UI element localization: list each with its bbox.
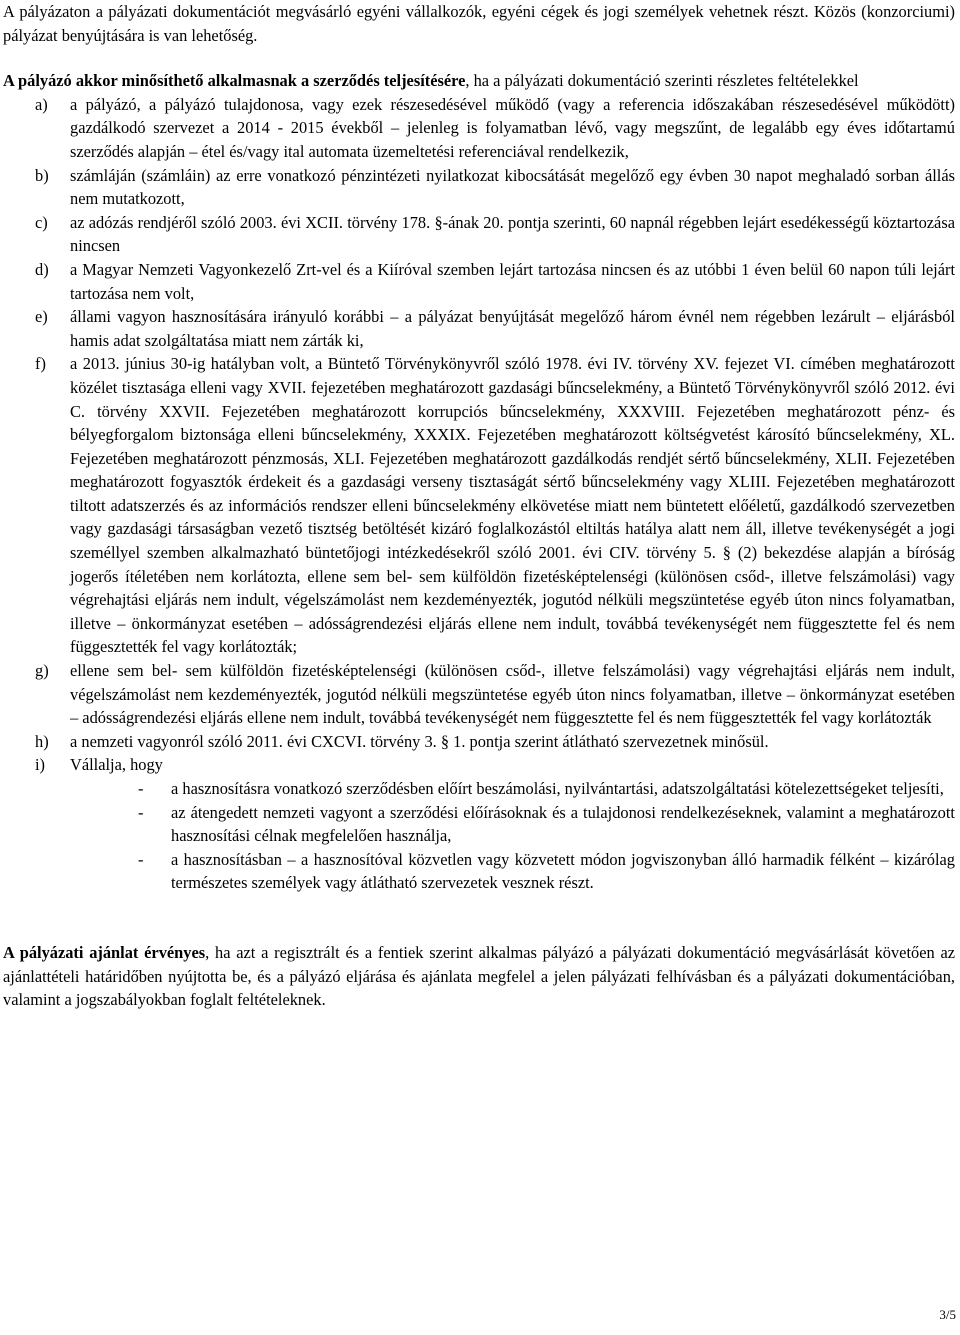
item-letter: g) <box>35 661 49 681</box>
item-letter: a) <box>35 94 48 114</box>
condition-item-b <box>3 164 955 211</box>
item-letter: c) <box>35 212 48 232</box>
dash-bullet: - <box>138 779 144 798</box>
item-text: a pályázó, a pályázó tulajdonosa, vagy ezek részesedésével működő (vagy a referencia időszakában részesedésével működött) gazdálkodó szervezet a 2014 - 2015 évekből – jelenleg is folyamatban lévő, vagy megszűnt, de legalább egy éves időtartamú szerződés alapján – étel és/vagy ital automata üzemeltetési referenciával rendelkezik, <box>70 94 955 161</box>
condition-item-f <box>3 352 955 659</box>
item-text: Vállalja, hogy <box>70 755 163 775</box>
commitments-list <box>3 777 955 895</box>
conditions-lead-rest: , ha a pályázati dokumentáció szerinti részletes feltételekkel <box>465 71 859 91</box>
condition-item-a <box>3 93 955 164</box>
commitment-item <box>3 848 955 895</box>
item-text: a Magyar Nemzeti Vagyonkezelő Zrt-vel és a Kiíróval szemben lejárt tartozása nincsen és az utóbbi 1 éven belül 60 napon túli lejárt tartozása nem volt, <box>70 259 955 303</box>
item-letter: b) <box>35 165 49 185</box>
commitment-item <box>3 801 955 848</box>
condition-item-i <box>3 753 955 777</box>
validity-paragraph <box>3 941 955 1012</box>
condition-item-h <box>3 730 955 754</box>
item-text: számláján (számláin) az erre vonatkozó pénzintézeti nyilatkozat kibocsátását megelőző egy évben 30 napot meghaladó sorban állás nem mutatkozott, <box>70 165 955 209</box>
item-letter: i) <box>35 755 46 775</box>
validity-rest: , ha azt a regisztrált és a fentiek szerint alkalmas pályázó a pályázati dokumentáció megvásárlását követően az ajánlattételi határidőben nyújtotta be, és a pályázó eljárása és ajánlata megfelel a jelen pályázati felhívásban és a pályázati dokumentációban, valamint a jogszabályokban foglalt feltételeknek. <box>3 942 955 1010</box>
item-text: állami vagyon hasznosítására irányuló korábbi – a pályázat benyújtását megelőző három évnél nem régebben lezárult – eljárásból hamis adat szolgáltatása miatt nem zárták ki, <box>70 307 955 350</box>
dash-bullet: - <box>138 849 144 869</box>
intro-paragraph: A pályázaton a pályázati dokumentációt megvásárló egyéni vállalkozók, egyéni cégek és jogi személyek vehetnek részt. Közös (konzorciumi) pályázat benyújtására is van lehetőség. <box>3 2 955 45</box>
item-text: az adózás rendjéről szóló 2003. évi XCII. törvény 178. §-ának 20. pontja szerinti, 60 napnál régebben lejárt esedékességű köztartozása nincsen <box>70 212 955 256</box>
dash-bullet: - <box>138 802 144 822</box>
condition-item-g <box>3 659 955 730</box>
condition-item-e <box>3 305 955 352</box>
validity-lead-bold: A pályázati ajánlat érvényes <box>3 942 206 962</box>
item-text: ellene sem bel- sem külföldön fizetésképtelenségi (különösen csőd-, illetve felszámolási) vagy végrehajtási eljárás nem indult, végelszámolást nem kezdeményezték, jogutód nélküli megszüntetése egyéb úton nincs folyamatban, illetve – önkormányzat esetében – adósságrendezési eljárás ellene nem indult, továbbá tevékenységét nem függesztette fel és nem függesztették fel vagy korlátozták <box>70 661 955 728</box>
item-text: a 2013. június 30-ig hatályban volt, a Büntető Törvénykönyvről szóló 1978. évi IV. törvény XV. fejezet VI. címében meghatározott közélet tisztasága elleni vagy XVII. fejezetében meghatározott gazdasági bűncselekmény, a Büntető Törvénykönyvről szóló 2012. évi C. törvény XXVII. Fejezetében meghatározott korrupciós bűncselekmény, XXXVIII. Fejezetében meghatározott pénz- és bélyegforgalom biztonsága elleni bűncselekmény, XXXIX. Fejezetében meghatározott költségvetést károsító bűncselekmény, XL. Fejezetében meghatározott pénzmosás, XLI. Fejezetében meghatározott gazdálkodás rendjét sértő bűncselekmény, XLII. Fejezetében meghatározott fogyasztók érdekeit és a gazdasági verseny tisztaságát sértő bűncselekmény vagy XLIII. Fejezetében meghatározott tiltott adatszerzés és az információs rendszer elleni bűncselekmény elkövetése miatt nem büntetett előéletű, gazdálkodó szervezetben vagy gazdasági társaságban vezető tisztség betöltését kizáró foglalkozástól eltiltás hatálya alatt nem áll, illetve tevékenységét a jogi személlyel szemben alkalmazható büntetőjogi intézkedésekről szóló 2001. évi CIV. törvény 5. § (2) bekezdése alapján a bíróság jogerős ítéletében nem korlátozta, ellene sem bel- sem külföldön fizetésképtelenségi (különösen csőd-, illetve felszámolási) vagy végrehajtási eljárás nem indult, végelszámolást nem kezdeményezték, jogutód nélküli megszüntetése egyéb úton nincs folyamatban, illetve – önkormányzat esetében – adósságrendezési eljárás ellene nem indult, továbbá tevékenységét nem függesztette fel és nem függesztették fel vagy korlátozták; <box>70 354 955 657</box>
conditions-lead-bold: A pályázó akkor minősíthető alkalmasnak a szerződés teljesítésére <box>3 71 466 91</box>
item-text: a nemzeti vagyonról szóló 2011. évi CXCVI. törvény 3. § 1. pontja szerint átlátható szervezetnek minősül. <box>70 731 769 751</box>
item-letter: e) <box>35 307 48 327</box>
item-letter: f) <box>35 354 46 374</box>
commitment-item <box>3 777 955 801</box>
document-page <box>3 0 955 1012</box>
condition-item-d <box>3 258 955 305</box>
condition-item-c <box>3 211 955 258</box>
item-letter: h) <box>35 731 49 751</box>
commitment-text: az átengedett nemzeti vagyont a szerződési előírásoknak és a tulajdonosi rendelkezéseknek, valamint a meghatározott hasznosítási célnak megfelelően használja, <box>171 802 955 846</box>
commitment-text: a hasznosításban – a hasznosítóval közvetlen vagy közvetett módon jogviszonyban álló harmadik félként – kizárólag természetes személyek vagy átlátható szervezetek vesznek részt. <box>171 849 955 893</box>
conditions-intro <box>3 69 955 93</box>
commitment-text: a hasznosításra vonatkozó szerződésben előírt beszámolási, nyilvántartási, adatszolgáltatási kötelezettségeket teljesíti, <box>171 779 944 798</box>
item-letter: d) <box>35 259 49 279</box>
conditions-list <box>3 93 955 777</box>
page-number: 3/5 <box>939 1307 956 1323</box>
